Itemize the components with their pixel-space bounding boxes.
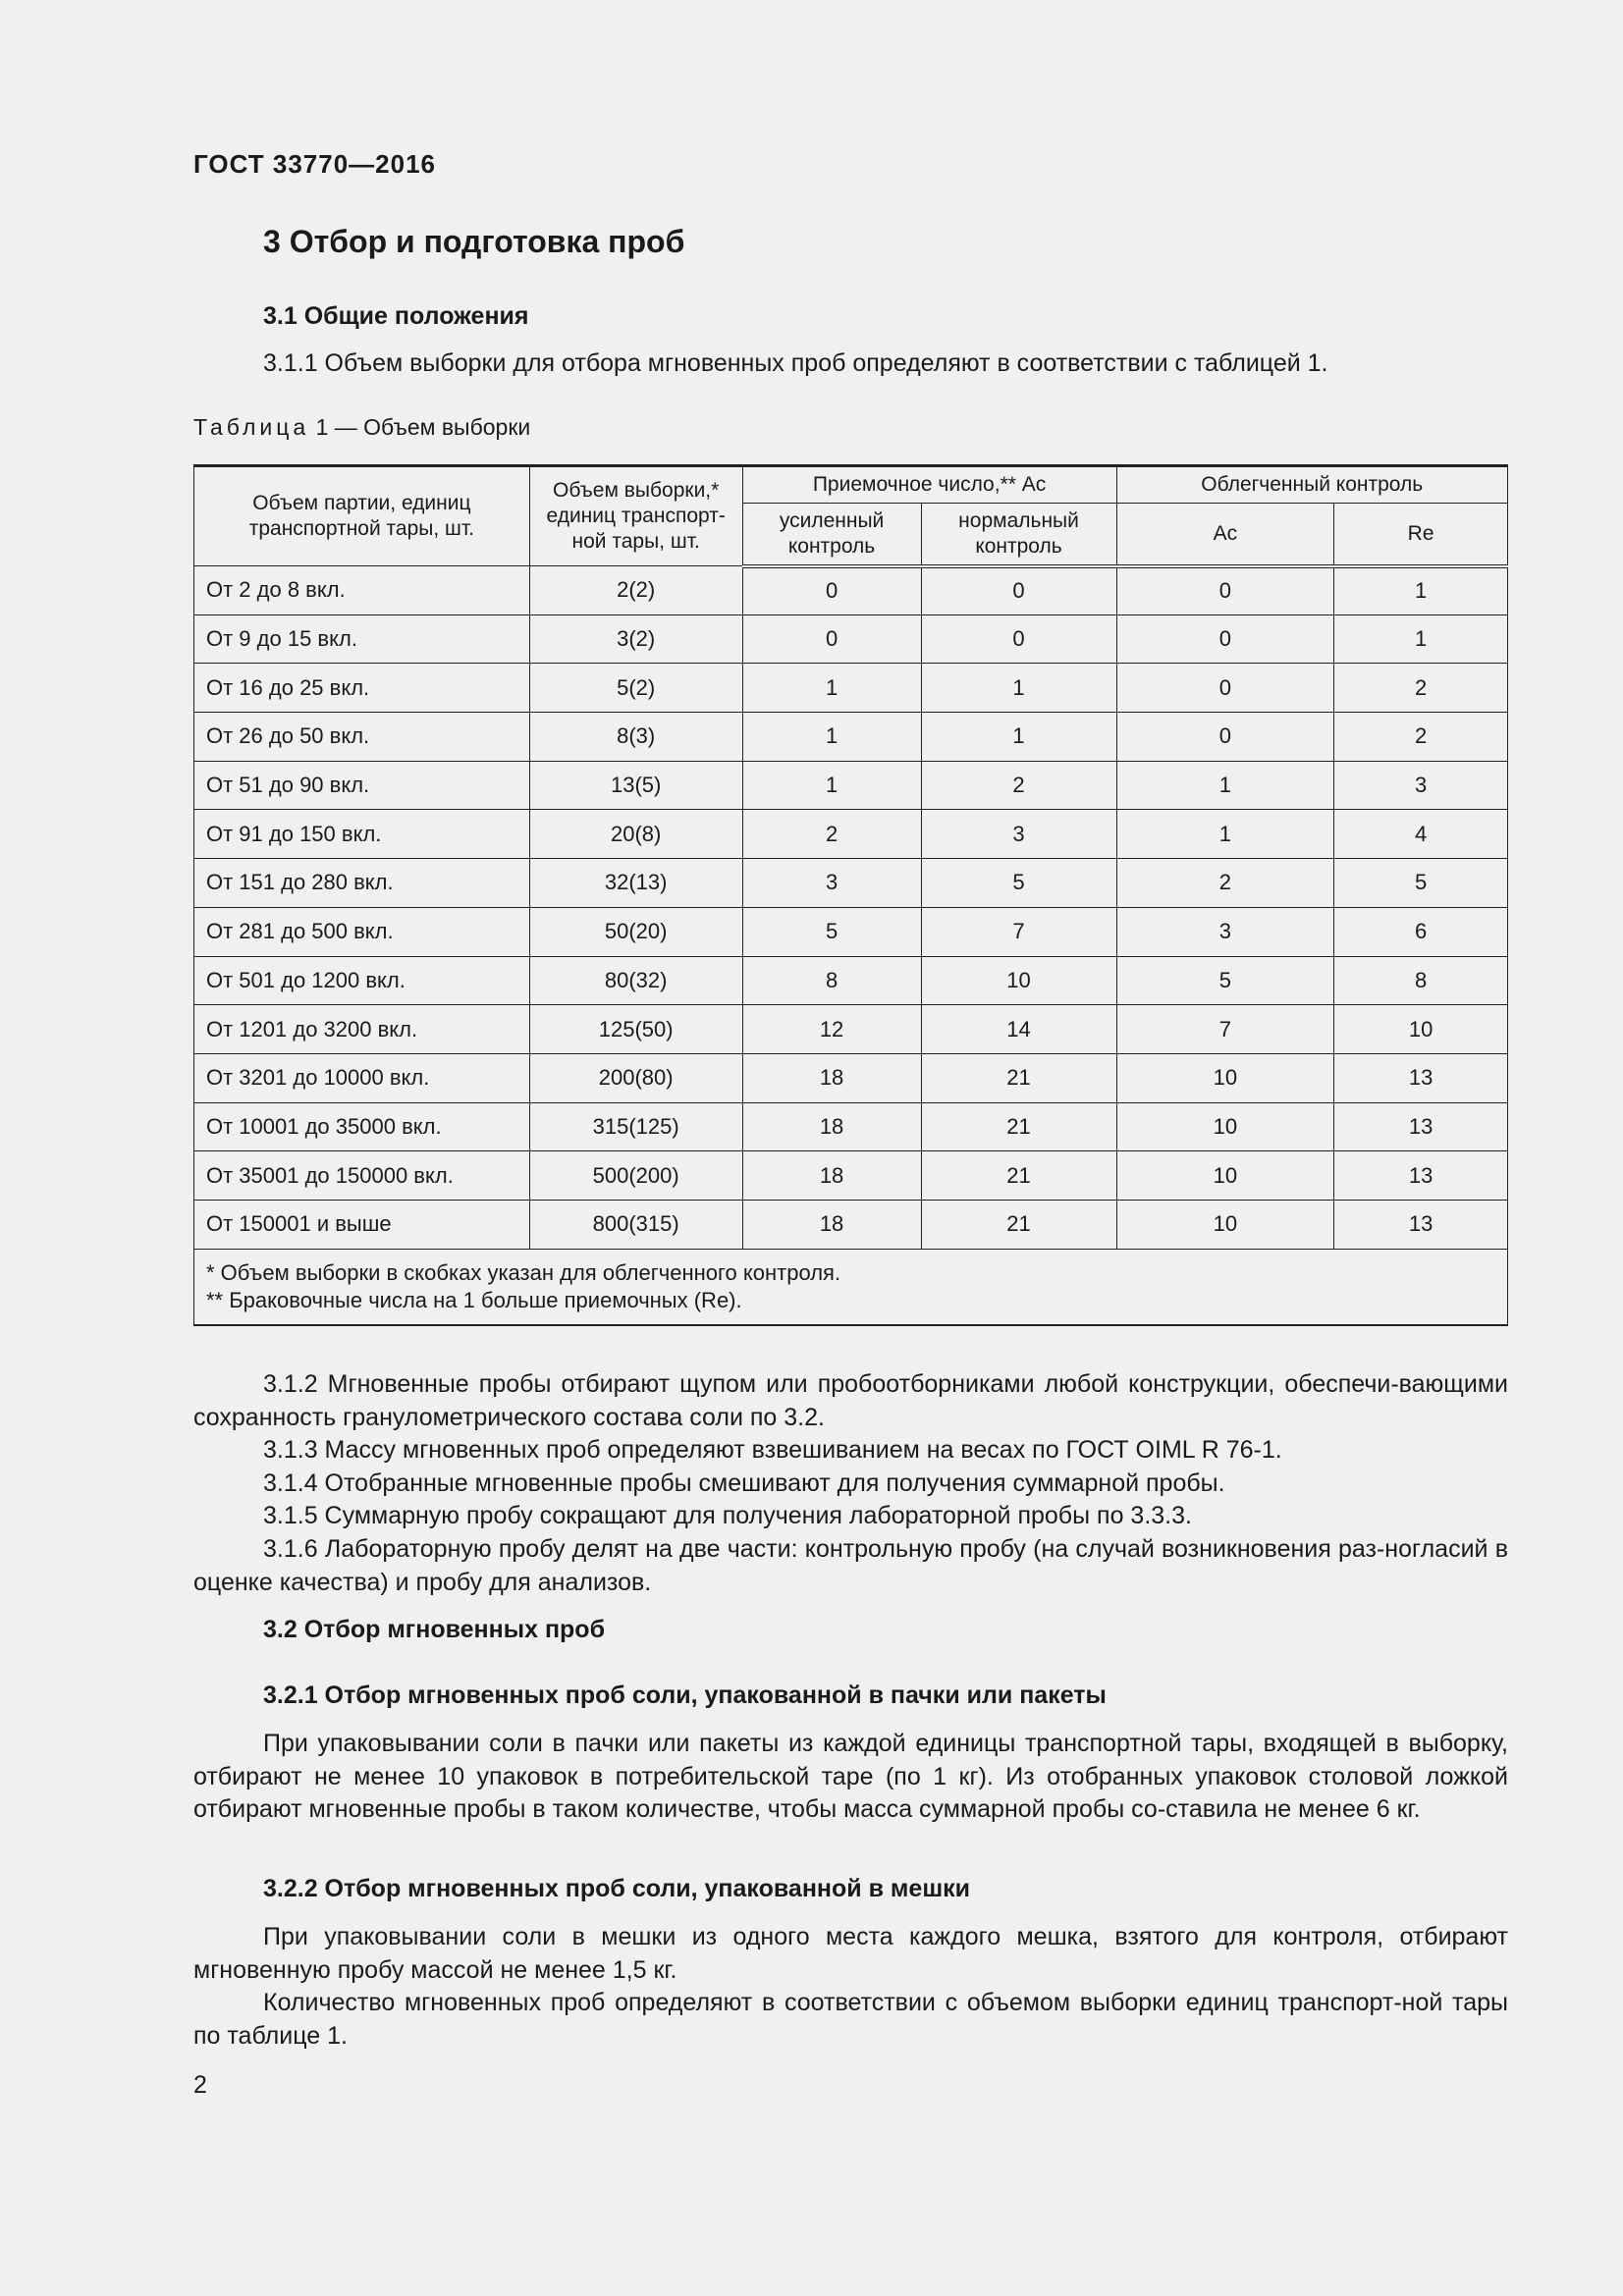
table-cell: 10 xyxy=(1334,1005,1508,1054)
table-row xyxy=(194,859,1508,908)
table-cell: От 3201 до 10000 вкл. xyxy=(194,1053,530,1102)
table-cell: 1 xyxy=(921,664,1116,713)
paragraph-3-1-3: 3.1.3 Массу мгновенных проб определяют взвешиванием на весах по ГОСТ OIML R 76-1. xyxy=(263,1436,1282,1465)
table-cell: 0 xyxy=(921,566,1116,615)
table-cell: 2 xyxy=(1334,664,1508,713)
table-cell: 125(50) xyxy=(529,1005,742,1054)
table-cell: 0 xyxy=(1116,713,1334,762)
table-cell: 0 xyxy=(1116,664,1334,713)
paragraph-3-2-2-a: При упаковывании соли в мешки из одного места каждого мешка, взятого для контроля, отбирают мгновенную пробу массой не менее 1,5 кг. xyxy=(193,1923,1508,1984)
table-cell: От 151 до 280 вкл. xyxy=(194,859,530,908)
paragraph-3-2-1: При упаковывании соли в пачки или пакеты из каждой единицы транспортной тары, входящей в выборку, отбирают не менее 10 упаковок в потребительской таре (по 1 кг). Из отобранных упаковок столовой ложкой отбирают мгновенные пробы в таком количестве, чтобы масса суммарной пробы со-ставила не менее 6 кг. xyxy=(193,1730,1508,1824)
table-cell: 21 xyxy=(921,1151,1116,1201)
table-cell: 2 xyxy=(742,810,921,859)
header-reduced-inspection: Облегченный контроль xyxy=(1116,466,1507,504)
table-row xyxy=(194,566,1508,615)
table-cell: 5 xyxy=(1334,859,1508,908)
table-cell: От 281 до 500 вкл. xyxy=(194,907,530,956)
table-cell: 0 xyxy=(742,566,921,615)
table-cell: 800(315) xyxy=(529,1200,742,1249)
table-cell: 315(125) xyxy=(529,1102,742,1151)
table-cell: От 51 до 90 вкл. xyxy=(194,761,530,810)
table-cell: 5 xyxy=(921,859,1116,908)
subsection-3-2-2-title: 3.2.2 Отбор мгновенных проб соли, упакованной в мешки xyxy=(263,1875,971,1902)
table-footnotes xyxy=(194,1249,1508,1325)
table-cell: От 91 до 150 вкл. xyxy=(194,810,530,859)
footnote-2: ** Браковочные числа на 1 больше приемочных (Re). xyxy=(206,1287,742,1312)
table-cell: 18 xyxy=(742,1053,921,1102)
table-cell: 0 xyxy=(742,614,921,664)
table-cell: 3 xyxy=(742,859,921,908)
sample-size-table xyxy=(193,464,1508,1326)
table-cell: 10 xyxy=(1116,1053,1334,1102)
table-cell: 200(80) xyxy=(529,1053,742,1102)
table-cell: 1 xyxy=(1334,566,1508,615)
table-cell: 4 xyxy=(1334,810,1508,859)
table-cell: 7 xyxy=(1116,1005,1334,1054)
table-cell: 3 xyxy=(1116,907,1334,956)
paragraph-3-2-2-b: Количество мгновенных проб определяют в соответствии с объемом выборки единиц транспорт-ной тары по таблице 1. xyxy=(193,1989,1508,2050)
table-cell: 500(200) xyxy=(529,1151,742,1201)
table-cell: 3 xyxy=(921,810,1116,859)
table-cell: 18 xyxy=(742,1151,921,1201)
document-header: ГОСТ 33770—2016 xyxy=(193,149,436,179)
table-cell: 2 xyxy=(921,761,1116,810)
table-cell: 0 xyxy=(1116,614,1334,664)
table-cell: 8 xyxy=(1334,956,1508,1005)
table-cell: 80(32) xyxy=(529,956,742,1005)
table-cell: 12 xyxy=(742,1005,921,1054)
table-cell: 5 xyxy=(742,907,921,956)
table-row xyxy=(194,664,1508,713)
paragraph-3-1-6: 3.1.6 Лабораторную пробу делят на две части: контрольную пробу (на случай возникновения раз-ногласий в оценке качества) и пробу для анализов. xyxy=(193,1534,1508,1596)
table-cell: 14 xyxy=(921,1005,1116,1054)
table-cell: 3 xyxy=(1334,761,1508,810)
subsection-3-2-1-title: 3.2.1 Отбор мгновенных проб соли, упакованной в пачки или пакеты xyxy=(263,1682,1107,1709)
table-cell: 13 xyxy=(1334,1102,1508,1151)
paragraph-3-1-1: 3.1.1 Объем выборки для отбора мгновенных проб определяют в соответствии с таблицей 1. xyxy=(263,349,1328,377)
page-number: 2 xyxy=(193,2071,207,2099)
table-cell: 32(13) xyxy=(529,859,742,908)
table-cell: 0 xyxy=(1116,566,1334,615)
table-cell: 1 xyxy=(921,713,1116,762)
table-row xyxy=(194,956,1508,1005)
header-normal: нормальный контроль xyxy=(921,504,1116,566)
header-ac: Ас xyxy=(1116,504,1334,566)
table-cell: 10 xyxy=(921,956,1116,1005)
table-cell: 18 xyxy=(742,1102,921,1151)
table-row xyxy=(194,761,1508,810)
table-cell: 10 xyxy=(1116,1200,1334,1249)
table-cell: 0 xyxy=(921,614,1116,664)
table-cell: 21 xyxy=(921,1053,1116,1102)
table-row xyxy=(194,1053,1508,1102)
table-cell: От 26 до 50 вкл. xyxy=(194,713,530,762)
section-title: 3 Отбор и подготовка проб xyxy=(263,224,685,259)
table-cell: От 10001 до 35000 вкл. xyxy=(194,1102,530,1151)
table-row xyxy=(194,907,1508,956)
caption-title: 1 — Объем выборки xyxy=(309,414,531,440)
table-cell: 21 xyxy=(921,1102,1116,1151)
caption-prefix: Таблица xyxy=(193,414,310,440)
table-row xyxy=(194,810,1508,859)
table-cell: 10 xyxy=(1116,1102,1334,1151)
header-re: Re xyxy=(1334,504,1508,566)
table-row xyxy=(194,1151,1508,1201)
table-row xyxy=(194,614,1508,664)
subsection-3-2-title: 3.2 Отбор мгновенных проб xyxy=(263,1616,606,1643)
table-cell: 2 xyxy=(1334,713,1508,762)
table-cell: От 1201 до 3200 вкл. xyxy=(194,1005,530,1054)
table-cell: 7 xyxy=(921,907,1116,956)
table-cell: 5(2) xyxy=(529,664,742,713)
table-cell: 13 xyxy=(1334,1053,1508,1102)
table-cell: 6 xyxy=(1334,907,1508,956)
footnote-1: * Объем выборки в скобках указан для облегченного контроля. xyxy=(206,1259,841,1285)
table-cell: От 2 до 8 вкл. xyxy=(194,566,530,615)
table-cell: От 35001 до 150000 вкл. xyxy=(194,1151,530,1201)
table-cell: 50(20) xyxy=(529,907,742,956)
table-row xyxy=(194,1005,1508,1054)
table-cell: 20(8) xyxy=(529,810,742,859)
header-lot-size: Объем партии, единиц транспортной тары, шт. xyxy=(194,466,530,566)
table-cell: 1 xyxy=(1116,761,1334,810)
header-sample-size: Объем выборки,* единиц транспорт-ной тары, шт. xyxy=(529,466,742,566)
table-cell: 10 xyxy=(1116,1151,1334,1201)
table-cell: От 501 до 1200 вкл. xyxy=(194,956,530,1005)
table-row xyxy=(194,1102,1508,1151)
table-cell: От 9 до 15 вкл. xyxy=(194,614,530,664)
table-cell: 8 xyxy=(742,956,921,1005)
paragraph-3-1-4: 3.1.4 Отобранные мгновенные пробы смешивают для получения суммарной пробы. xyxy=(263,1468,1225,1497)
table-cell: 18 xyxy=(742,1200,921,1249)
paragraph-3-1-2: 3.1.2 Мгновенные пробы отбирают щупом или пробоотборниками любой конструкции, обеспечи-вающими сохранность гранулометрического состава соли по 3.2. xyxy=(193,1370,1508,1431)
table-cell: 2(2) xyxy=(529,566,742,615)
table-cell: 8(3) xyxy=(529,713,742,762)
table-cell: 13(5) xyxy=(529,761,742,810)
table-cell: 1 xyxy=(742,761,921,810)
table-cell: 3(2) xyxy=(529,614,742,664)
table-cell: 13 xyxy=(1334,1151,1508,1201)
table-cell: От 150001 и выше xyxy=(194,1200,530,1249)
table-cell: 1 xyxy=(1116,810,1334,859)
table-cell: 5 xyxy=(1116,956,1334,1005)
table-cell: 13 xyxy=(1334,1200,1508,1249)
table-cell: От 16 до 25 вкл. xyxy=(194,664,530,713)
header-tightened: усиленный контроль xyxy=(742,504,921,566)
table-cell: 21 xyxy=(921,1200,1116,1249)
header-acceptance-number: Приемочное число,** Ас xyxy=(742,466,1116,504)
table-cell: 1 xyxy=(1334,614,1508,664)
table-cell: 1 xyxy=(742,713,921,762)
table-row xyxy=(194,1200,1508,1249)
table-cell: 2 xyxy=(1116,859,1334,908)
paragraph-3-1-5: 3.1.5 Суммарную пробу сокращают для получения лабораторной пробы по 3.3.3. xyxy=(263,1502,1192,1530)
table-cell: 1 xyxy=(742,664,921,713)
subsection-3-1-title: 3.1 Общие положения xyxy=(263,302,529,330)
table-caption xyxy=(193,414,530,441)
table-row xyxy=(194,713,1508,762)
